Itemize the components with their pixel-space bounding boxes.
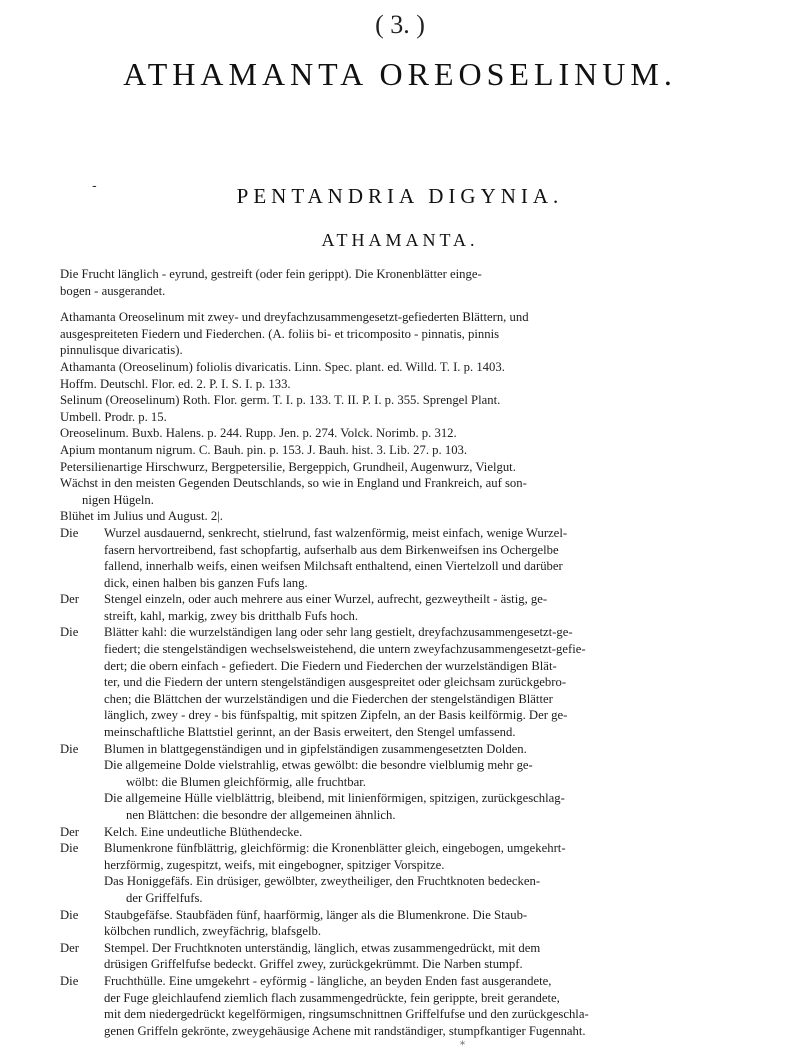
description-label: Die [60,625,79,640]
description-line: mit dem niedergedrückt kegelförmigen, ringsumschnittnen Griffelfufse und den zurückgeschla- [104,1007,589,1022]
description-line: streift, kahl, markig, zwey bis dritthalb Fufs hoch. [104,608,359,623]
description-block [60,591,760,624]
description-block [60,741,760,824]
description-line: kölbchen rundlich, zweyfächrig, blafsgelb. [104,924,322,939]
description-block [60,940,760,973]
description-line: dick, einen halben bis ganzen Fufs lang. [104,575,308,590]
description-line: Kelch. Eine undeutliche Blüthendecke. [104,824,303,839]
description-line: ter, und die Fiedern der untern stengelständigen ausgespreitet oder gleichsam zurückgebro- [104,675,567,690]
description-line: der Fuge gleichlaufend ziemlich flach zusammengedrückte, fein gerippte, breit gerandete, [104,990,560,1005]
description-line: Stempel. Der Fruchtknoten unterständig, länglich, etwas zusammengedrückt, mit dem [104,940,541,955]
description-label: Der [60,592,80,607]
synonym-line: pinnulisque divaricatis). [60,343,183,358]
description-line: dert; die obern einfach - gefiedert. Die Fiedern und Fiederchen der wurzelständigen Blät- [104,658,557,673]
page-number: ( 3. ) [375,10,425,39]
synonym-line: nigen Hügeln. [82,492,154,507]
synonym-line: Hoffm. Deutschl. Flor. ed. 2. P. I. S. I. p. 133. [60,376,291,391]
description-label: Die [60,741,79,756]
description-line: Wurzel ausdauernd, senkrecht, stielrund, fast walzenförmig, meist einfach, wenige Wurzel- [104,525,568,540]
description-block [60,624,760,740]
description-subline: der Griffelfufs. [126,890,203,905]
footer-mark: * [460,1040,465,1051]
description-line: genen Griffeln gekrönte, zweygehäusige Achene mit randständiger, stumpfkantiger Fugennaht. [104,1023,586,1038]
description-subline: nen Blättchen: die besondre der allgemeinen ähnlich. [126,808,396,822]
text-body [60,266,760,1039]
description-line: länglich, zwey - drey - bis fünfspaltig, mit spitzen Zipfeln, an der Basis keilförmig. Der ge- [104,708,568,723]
description-line: Blumenkrone fünfblättrig, gleichförmig: die Kronenblätter gleich, eingebogen, umgekehrt- [104,841,566,856]
description-subline: Das Honiggefäfs. Ein drüsiger, gewölbter, zweytheiliger, den Fruchtknoten bedecken- [104,874,541,889]
description-line: drüsigen Griffelfufse bedeckt. Griffel zwey, zurückgekrümmt. Die Narben stumpf. [104,957,523,972]
synonym-line: Apium montanum nigrum. C. Bauh. pin. p. 153. J. Bauh. hist. 3. Lib. 27. p. 103. [60,442,468,457]
description-block [60,525,760,591]
synonym-line: Blühet im Julius und August. 2|. [60,509,223,524]
description-subline: wölbt: die Blumen gleichförmig, alle fruchtbar. [126,774,366,789]
description-label: Die [60,841,79,856]
page-title: ATHAMANTA OREOSELINUM. [123,56,677,92]
genus-heading: ATHAMANTA. [321,230,479,250]
synonym-line: ausgespreiteten Fiedern und Fiederchen. (A. foliis bi- et tricomposito - pinnatis, pinnis [60,326,500,341]
synonym-line: Oreoselinum. Buxb. Halens. p. 244. Rupp. Jen. p. 274. Volck. Norimb. p. 312. [60,426,457,441]
description-line: Blumen in blattgegenständigen und in gipfelständigen zusammengesetzten Dolden. [104,741,527,756]
description-label: Der [60,824,80,839]
description-line: meinschaftliche Blattstiel gerinnt, an der Basis erweitert, den Stengel umfassend. [104,725,516,740]
synonym-line: Umbell. Prodr. p. 15. [60,409,167,424]
synonym-line: Athamanta (Oreoselinum) foliolis divaricatis. Linn. Spec. plant. ed. Willd. T. I. p. 1403. [60,359,505,374]
description-block [60,824,760,841]
fructus-line: bogen - ausgerandet. [60,283,166,298]
description-subline: Die allgemeine Dolde vielstrahlig, etwas gewölbt: die besondre vielblumig mehr ge- [104,758,533,773]
description-block [60,973,760,1039]
description-block [60,907,760,940]
description-line: Staubgefäfse. Staubfäden fünf, haarförmig, länger als die Blumenkrone. Die Staub- [104,907,528,922]
description-line: chen; die Blättchen der wurzelständigen und die Fiederchen der stengelständigen Blätter [104,691,553,706]
description-label: Die [60,973,79,988]
description-subline: Die allgemeine Hülle vielblättrig, bleibend, mit linienförmigen, spitzigen, zurückgeschlag- [104,791,565,806]
class-heading: PENTANDRIA DIGYNIA. [236,184,564,208]
description-line: Stengel einzeln, oder auch mehrere aus einer Wurzel, aufrecht, gezweytheilt - ästig, ge- [104,592,548,607]
description-line: fiedert; die stengelständigen wechselsweistehend, die untern zweyfachzusammengesetzt-gefie- [104,642,586,657]
description-block [60,840,760,906]
fructus-line: Die Frucht länglich - eyrund, gestreift (oder fein gerippt). Die Kronenblätter einge- [60,267,482,281]
description-line: Fruchthülle. Eine umgekehrt - eyförmig - längliche, an beyden Enden fast ausgerandete, [104,973,552,988]
description-line: fallend, innerhalb weifs, einen weifsen Milchsaft enthaltend, einen Viertelzoll und darüber [104,559,563,574]
synonym-line: Wächst in den meisten Gegenden Deutschlands, so wie in England und Frankreich, auf son- [60,476,527,491]
leading-mark: - [92,178,97,194]
synonym-line: Petersilienartige Hirschwurz, Bergpetersilie, Bergeppich, Grundheil, Augenwurz, Vielgut. [60,459,516,474]
description-label: Die [60,907,79,922]
synonym-line: Selinum (Oreoselinum) Roth. Flor. germ. T. I. p. 133. T. II. P. I. p. 355. Sprengel Plant. [60,393,501,408]
description-line: Blätter kahl: die wurzelständigen lang oder sehr lang gestielt, dreyfachzusammengesetzt-ge- [104,625,573,640]
description-line: herzförmig, zugespitzt, weifs, mit eingebogner, spitziger Vorspitze. [104,857,445,872]
description-label: Die [60,525,79,540]
description-line: fasern hervortreibend, fast schopfartig, aufserhalb aus dem Birkenweifsen ins Ochergelbe [104,542,559,557]
synonym-line: Athamanta Oreoselinum mit zwey- und dreyfachzusammengesetzt-gefiederten Blättern, und [60,310,529,325]
description-label: Der [60,940,80,955]
